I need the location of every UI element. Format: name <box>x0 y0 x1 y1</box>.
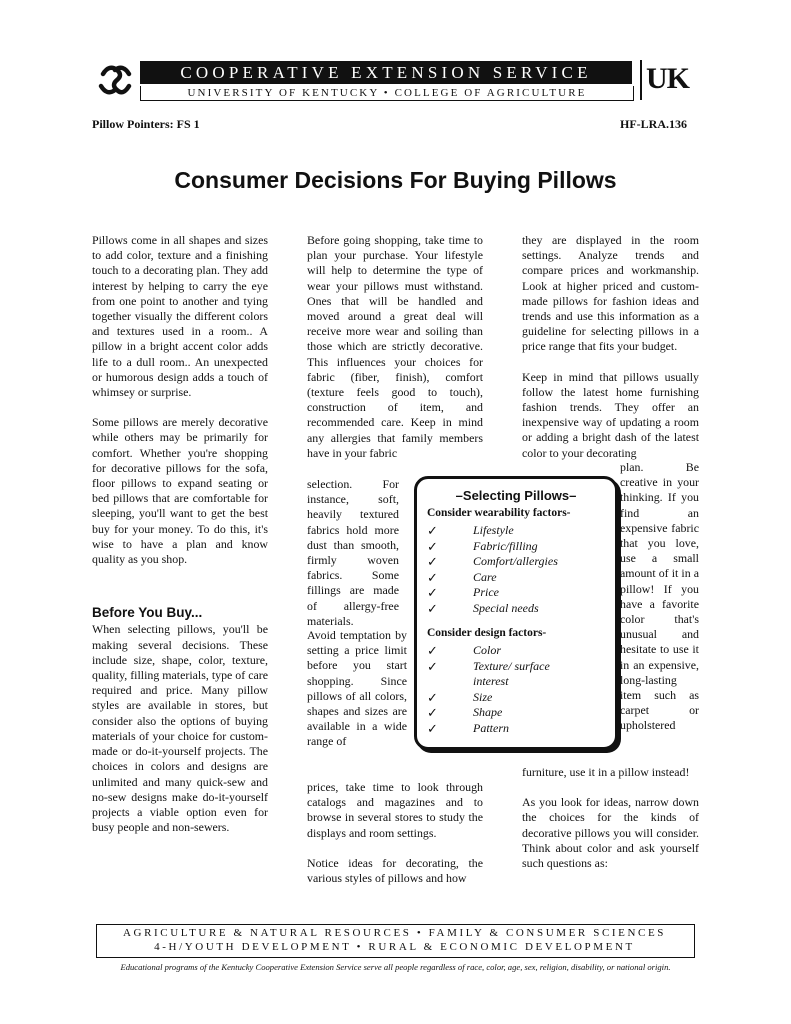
list-item: ✓ Fabric/filling <box>427 538 538 554</box>
wearability-list <box>427 523 558 617</box>
design-heading: Consider design factors- <box>427 627 547 639</box>
list-item: ✓ Pattern <box>427 720 509 736</box>
footer-programs-line-2: 4-H/YOUTH DEVELOPMENT • RURAL & ECONOMIC DEVELOPMENT <box>154 941 635 953</box>
list-item: ✓ Color <box>427 643 502 658</box>
list-item: ✓ Size <box>427 689 493 705</box>
list-item: ✓ Special needs <box>427 600 539 616</box>
paragraph: Some pillows are merely decorative while others may be primarily for comfort. Whether you're shopping for decorative pillows for the sofa, floor pillows to expand seating or bed pillows that are comfortable for sleeping, you'll want to get the best buy for your money. To do this, it's wise to have a plan and know quality as you shop. <box>92 415 268 567</box>
paragraph: As you look for ideas, narrow down the choices for the kinds of decorative pillows you will consider. Think about color and ask yourself such questions as: <box>522 795 699 871</box>
paragraph-wrap: Avoid temptation by setting a price limit before you start shopping. Since pillows of all colors, shapes and sizes are available in a wide range of <box>307 628 407 749</box>
wearability-heading: Consider wearability factors- <box>427 507 571 519</box>
column-1 <box>92 233 268 850</box>
section-heading: Before You Buy... <box>92 605 203 621</box>
banner-subtitle: UNIVERSITY OF KENTUCKY • COLLEGE OF AGRICULTURE <box>140 86 634 101</box>
column-3 <box>522 233 699 461</box>
paragraph: furniture, use it in a pillow instead! <box>522 765 690 779</box>
list-item: ✓ Shape <box>427 705 503 721</box>
checkmark-icon: ✓ <box>427 554 438 570</box>
checkmark-icon: ✓ <box>427 569 438 585</box>
checkmark-icon: ✓ <box>427 658 438 674</box>
paragraph: they are displayed in the room settings. Analyze trends and compare prices and workmanship. Look at higher priced and custom-made pillows for fashion ideas and trends and use this information as a guideline for selecting pillows in a price range that fits your budget. <box>522 233 699 354</box>
checkmark-icon: ✓ <box>427 538 438 554</box>
list-item: ✓ Comfort/allergies <box>427 554 558 570</box>
sidebar-title: –Selecting Pillows– <box>455 488 577 503</box>
list-item: ✓ Care <box>427 569 497 585</box>
list-item: ✓ Price <box>427 585 499 601</box>
paragraph: Pillows come in all shapes and sizes to add color, texture and a finishing touch to a decorating plan. They add interest by helping to carry the eye from one point to another and tying together visually the different colors and textures used in a room.. A pillow in a bright accent color adds life to a dull room.. An unexpected or humorous design adds a touch of whimsey or surprise. <box>92 233 268 400</box>
cooperative-extension-logo <box>95 60 135 100</box>
column-2-bottom <box>307 780 483 886</box>
design-list <box>427 643 577 736</box>
checkmark-icon: ✓ <box>427 720 438 736</box>
page-title: Consumer Decisions For Buying Pillows <box>174 167 617 193</box>
checkmark-icon: ✓ <box>427 689 438 705</box>
document-code: HF-LRA.136 <box>620 117 687 131</box>
paragraph-wrap: plan. Be creative in your thinking. If you find an expensive fabric that you love, use a small amount of it in a pillow! If you have a favorite color that's unusual and hesitate to use it in an expensive, long-lasting item such as carpet or upholstered <box>620 460 699 733</box>
list-item: ✓ Lifestyle <box>427 523 514 538</box>
paragraph: Keep in mind that pillows usually follow the latest home furnishing fashion trends. They offer an inexpensive way of updating a room or adding a bright dash of the latest color to your decorating <box>522 369 699 460</box>
column-2 <box>307 233 483 461</box>
list-item: ✓ Texture/ surface interest <box>427 658 550 688</box>
paragraph: Before going shopping, take time to plan your purchase. Your lifestyle will help to determine the type of wear your pillows must withstand. Ones that will be handled and moved around a great deal will receive more wear and soiling than those which are strictly decorative. This influences your choices for fabric (fiber, finish), comfort (texture feels good to touch), construction of item, and recommended care. Keep in mind any allergies that family members have in your fabric <box>307 233 483 460</box>
uk-logo: UK <box>646 62 689 95</box>
footer-disclaimer: Educational programs of the Kentucky Cooperative Extension Service serve all people regardless of race, color, age, sex, religion, disability, or national origin. <box>120 962 671 972</box>
paragraph: Notice ideas for decorating, the various styles of pillows and how <box>307 855 483 886</box>
footer-programs-line-1: AGRICULTURE & NATURAL RESOURCES • FAMILY & CONSUMER SCIENCES <box>123 927 666 939</box>
paragraph-wrap: selection. For instance, soft, heavily textured fabrics hold more dust than smooth, firmly woven fabrics. Some fillings are made of allergy-free materials. <box>307 477 399 628</box>
uk-divider <box>640 60 642 100</box>
checkmark-icon: ✓ <box>427 705 438 721</box>
selecting-pillows-sidebar <box>414 476 618 750</box>
column-3-bottom <box>522 765 699 886</box>
checkmark-icon: ✓ <box>427 643 438 658</box>
paragraph: When selecting pillows, you'll be making several decisions. These include size, shape, color, texture, quality, filling materials, type of care required and price. Many pillow styles are available in stores, but consider also the options of buying materials of your choice for custom-made or do-it-yourself projects. The choices in colors and designs are unlimited and many quick-sew and no-sew designs make do-it-yourself projects a viable option even for busy people and non-sewers. <box>92 622 268 835</box>
checkmark-icon: ✓ <box>427 523 438 538</box>
series-label: Pillow Pointers: FS 1 <box>92 117 200 131</box>
paragraph: prices, take time to look through catalogs and magazines and to browse in several stores to study the displays and room settings. <box>307 780 483 840</box>
checkmark-icon: ✓ <box>427 600 438 616</box>
banner-title: COOPERATIVE EXTENSION SERVICE <box>140 61 632 84</box>
checkmark-icon: ✓ <box>427 585 438 601</box>
